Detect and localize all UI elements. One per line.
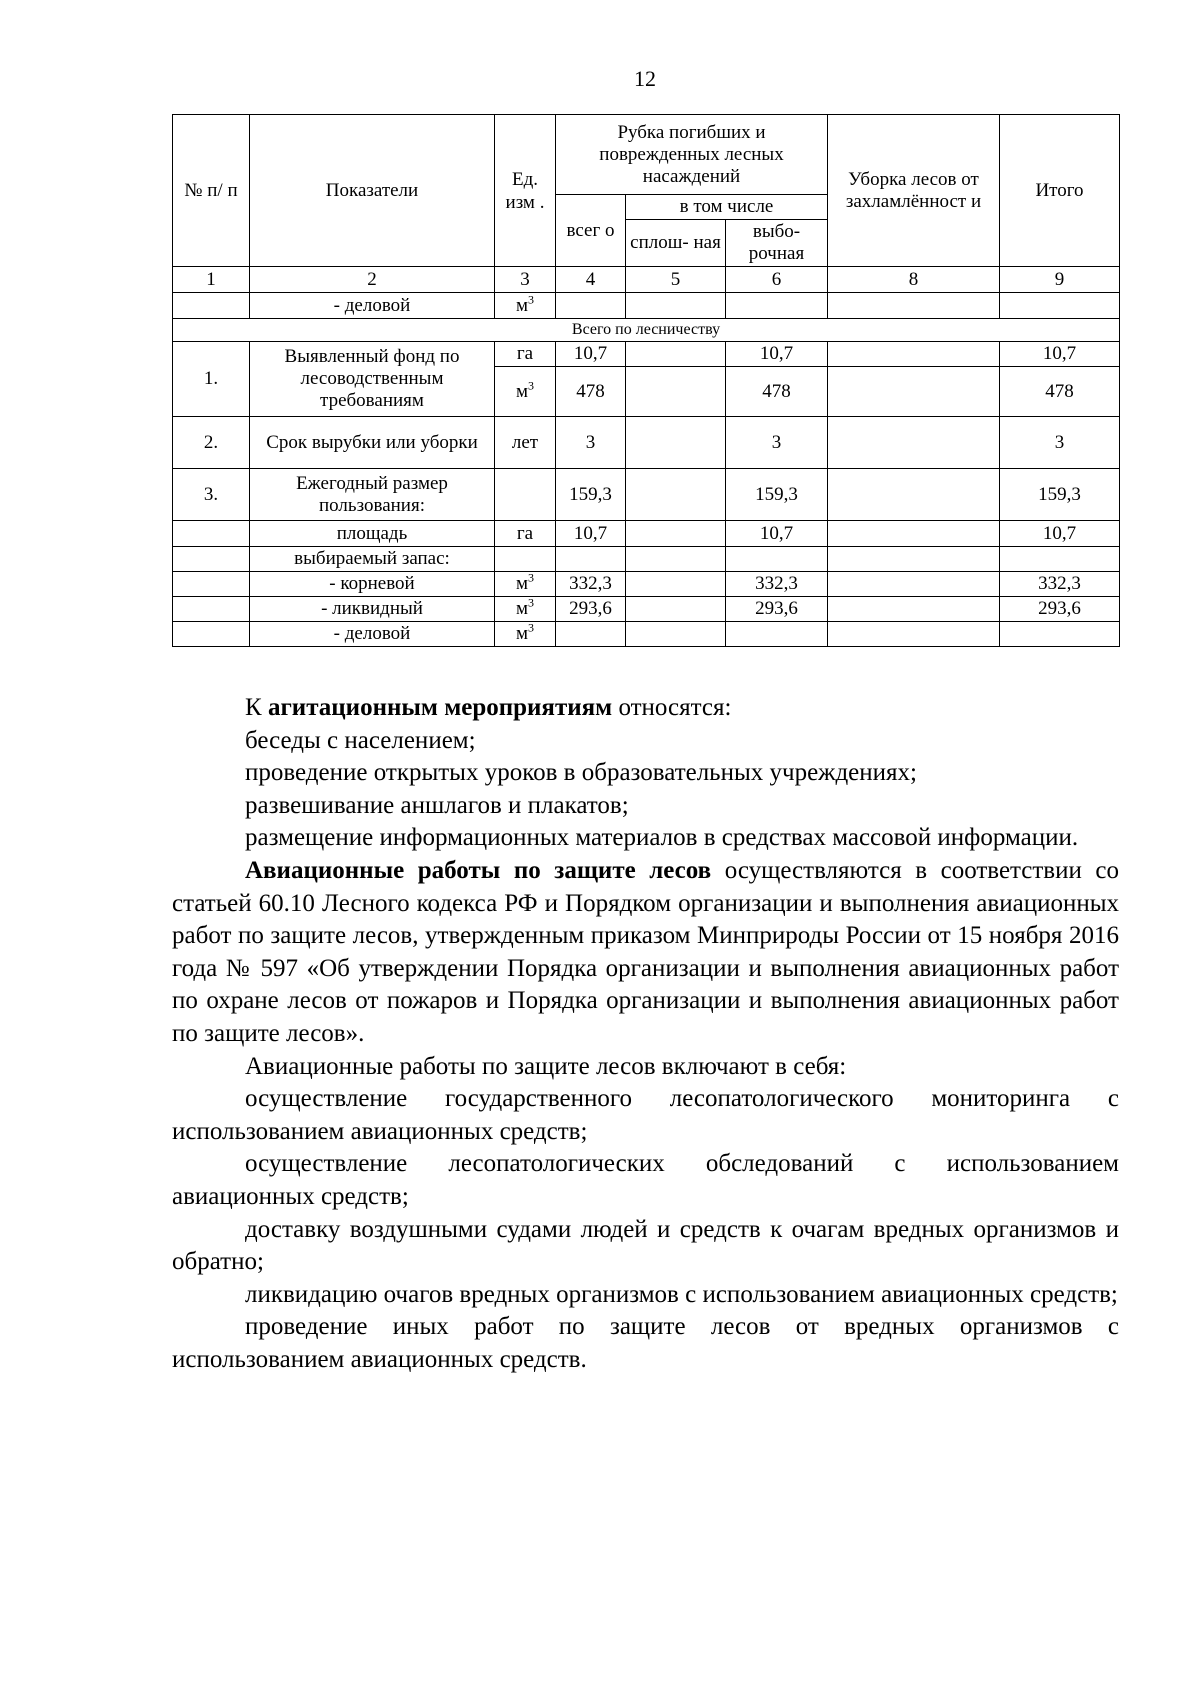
row-value	[828, 597, 1000, 622]
row-value: 159,3	[556, 469, 626, 521]
colnum-cell: 3	[495, 267, 556, 293]
row-unit: лет	[495, 417, 556, 469]
row-unit: га	[495, 342, 556, 367]
row-value	[556, 622, 626, 647]
row-value	[1000, 622, 1120, 647]
row-unit: га	[495, 521, 556, 547]
row-value	[828, 521, 1000, 547]
row-value: 10,7	[1000, 521, 1120, 547]
row-value	[726, 293, 828, 319]
row-value: 478	[726, 367, 828, 417]
row-value	[626, 521, 726, 547]
row-value: 159,3	[1000, 469, 1120, 521]
paragraph: осуществление государственного лесопатологического мониторинга с использованием авиационных средств;	[172, 1085, 1119, 1145]
row-value: 3	[556, 417, 626, 469]
header-col-itogo: Итого	[1000, 115, 1120, 267]
row-unit	[495, 469, 556, 521]
row-num: 3.	[173, 469, 250, 521]
row-value: 332,3	[726, 572, 828, 597]
row-value: 332,3	[1000, 572, 1120, 597]
row-value	[828, 342, 1000, 367]
table-row	[173, 547, 1120, 572]
paragraph: проведение иных работ по защите лесов от вредных организмов с использованием авиационных средств.	[172, 1313, 1119, 1373]
paragraph: Авиационные работы по защите лесов включают в себя:	[245, 1052, 847, 1080]
row-value	[828, 367, 1000, 417]
row-unit: $м^3$	[495, 597, 556, 622]
row-value	[1000, 293, 1120, 319]
row-num: 1.	[173, 342, 250, 417]
row-unit: $м^3$	[495, 622, 556, 647]
row-num	[173, 622, 250, 647]
table-row	[173, 417, 1120, 469]
colnum-cell: 4	[556, 267, 626, 293]
row-value	[828, 417, 1000, 469]
row-indicator: Срок вырубки или уборки	[250, 417, 495, 469]
row-num: 2.	[173, 417, 250, 469]
row-value	[626, 622, 726, 647]
row-value	[828, 572, 1000, 597]
header-col-including: в том числе	[626, 195, 828, 220]
row-value: 10,7	[1000, 342, 1120, 367]
row-value	[626, 572, 726, 597]
paragraph: ликвидацию очагов вредных организмов с использованием авиационных средств;	[245, 1280, 1118, 1308]
row-value	[626, 469, 726, 521]
table-row	[173, 469, 1120, 521]
header-col-total-all: всег о	[556, 195, 626, 267]
row-unit	[495, 547, 556, 572]
row-indicator: - ликвидный	[250, 597, 495, 622]
table-row	[173, 521, 1120, 547]
paragraph: доставку воздушными судами людей и средств к очагам вредных организмов и обратно;	[172, 1215, 1119, 1276]
row-indicator: выбираемый запас:	[250, 547, 495, 572]
row-value	[556, 293, 626, 319]
row-value	[828, 469, 1000, 521]
table-row	[173, 572, 1120, 597]
row-indicator: - деловой	[250, 622, 495, 647]
paragraph: беседы с населением;	[245, 726, 476, 754]
table-row	[173, 342, 1120, 367]
row-value	[626, 342, 726, 367]
paragraph-aviation-intro: Авиационные работы по защите лесов осуществляются в соответствии со статьей 60.10 Лесного кодекса РФ и Порядком организации и выполнения авиационных работ по защите лесов, утвержденным приказом Минприроды России от 15 ноября 2016 года № 597 «Об утверждении Порядка организации и выполнения авиационных работ по охране лесов от пожаров и Порядка организации и выполнения авиационных работ по защите лесов».	[172, 856, 1119, 1047]
row-value: 478	[1000, 367, 1120, 417]
table-row	[173, 622, 1120, 647]
row-value	[1000, 547, 1120, 572]
header-col-indicator: Показатели	[250, 115, 495, 267]
row-indicator: площадь	[250, 521, 495, 547]
colnum-cell: 8	[828, 267, 1000, 293]
paragraph: проведение открытых уроков в образовательных учреждениях;	[245, 759, 917, 787]
header-col-clear: сплош- ная	[626, 220, 726, 267]
row-value	[626, 293, 726, 319]
row-indicator: - корневой	[250, 572, 495, 597]
row-value: 10,7	[556, 521, 626, 547]
row-value	[726, 622, 828, 647]
table-row	[173, 293, 1120, 319]
row-value: 10,7	[556, 342, 626, 367]
row-value	[626, 417, 726, 469]
row-value	[828, 622, 1000, 647]
forest-data-table	[172, 114, 1120, 647]
row-value	[726, 547, 828, 572]
header-col-num: № п/ п	[173, 115, 250, 267]
row-value: 293,6	[726, 597, 828, 622]
table-row	[173, 597, 1120, 622]
row-value: 3	[726, 417, 828, 469]
section-title: Всего по лесничеству	[173, 319, 1120, 342]
row-indicator: - деловой	[250, 293, 495, 319]
paragraph: размещение информационных материалов в средствах массовой информации.	[245, 824, 1079, 852]
row-num	[173, 547, 250, 572]
row-value: 3	[1000, 417, 1120, 469]
row-value: 293,6	[556, 597, 626, 622]
colnum-cell: 5	[626, 267, 726, 293]
row-value	[626, 597, 726, 622]
row-value	[626, 547, 726, 572]
row-value: 10,7	[726, 521, 828, 547]
header-col-cleaning: Уборка лесов от захламлённост и	[828, 115, 1000, 267]
paragraph: развешивание аншлагов и плакатов;	[245, 791, 629, 819]
row-value	[828, 547, 1000, 572]
row-unit: $м^3$	[495, 293, 556, 319]
row-value	[556, 547, 626, 572]
colnum-cell: 6	[726, 267, 828, 293]
row-num	[173, 572, 250, 597]
row-num	[173, 597, 250, 622]
row-num	[173, 521, 250, 547]
page-number: 12	[634, 66, 656, 91]
paragraph: осуществление лесопатологических обследований с использованием авиационных средств;	[172, 1150, 1119, 1210]
colnum-cell: 9	[1000, 267, 1120, 293]
row-indicator: Выявленный фонд по лесоводственным требованиям	[250, 342, 495, 417]
row-num	[173, 293, 250, 319]
row-unit: $м^3$	[495, 367, 556, 417]
colnum-cell: 1	[173, 267, 250, 293]
header-col-cutting: Рубка погибших и поврежденных лесных насаждений	[556, 115, 828, 195]
body-text	[172, 692, 1119, 1376]
row-value: 293,6	[1000, 597, 1120, 622]
row-value: 478	[556, 367, 626, 417]
row-value: 159,3	[726, 469, 828, 521]
row-value	[626, 367, 726, 417]
colnum-cell: 2	[250, 267, 495, 293]
row-value: 332,3	[556, 572, 626, 597]
row-indicator: Ежегодный размер пользования:	[250, 469, 495, 521]
paragraph-agitation-intro: К агитационным мероприятиям относятся:	[245, 694, 732, 721]
row-value	[828, 293, 1000, 319]
header-col-selective: выбо- рочная	[726, 220, 828, 267]
header-col-unit: Ед. изм .	[495, 115, 556, 267]
row-unit: $м^3$	[495, 572, 556, 597]
row-value: 10,7	[726, 342, 828, 367]
